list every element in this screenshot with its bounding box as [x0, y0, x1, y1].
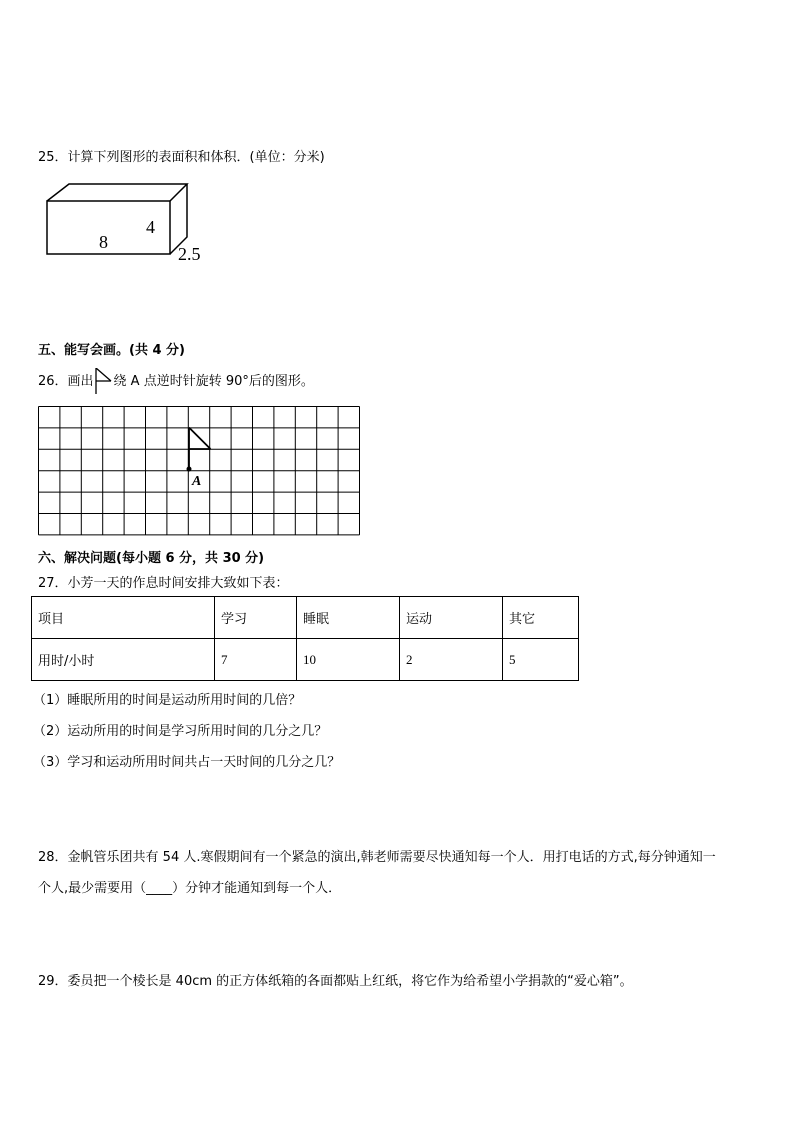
flag-figure — [189, 428, 211, 470]
q25-text: 25．计算下列图形的表面积和体积．(单位：分米) — [38, 150, 325, 165]
cuboid-top-face — [47, 184, 187, 201]
point-a — [187, 467, 192, 472]
flag-shape-icon — [94, 368, 114, 394]
grid-svg — [38, 406, 361, 536]
q27-text: 27．小芳一天的作息时间安排大致如下表： — [38, 576, 289, 591]
table-cell: 7 — [215, 639, 297, 681]
q27-sub3: （3）学习和运动所用时间共占一天时间的几分之几？ — [33, 755, 341, 770]
section5-heading: 五、能写会画。(共 4 分) — [38, 343, 185, 358]
point-a-label: A — [192, 474, 202, 489]
table-cell: 项目 — [32, 597, 215, 639]
table-cell: 5 — [503, 639, 579, 681]
table-cell: 睡眠 — [297, 597, 400, 639]
table-cell: 学习 — [215, 597, 297, 639]
cuboid-height-label: 4 — [146, 217, 155, 237]
q26-text — [38, 370, 314, 389]
q28-line2: 个人,最少需要用（____）分钟才能通知到每一个人． — [38, 881, 342, 896]
cuboid-width-label: 2.5 — [178, 244, 201, 264]
q28-line1: 28．金帆管乐团共有 54 人.寒假期间有一个紧急的演出,韩老师需要尽快通知每一个人．用打电话的方式,每分钟通知一 — [38, 850, 716, 865]
table-cell: 2 — [400, 639, 503, 681]
table-cell: 其它 — [503, 597, 579, 639]
q26-suffix: 绕 A 点逆时针旋转 90°后的图形。 — [113, 374, 314, 389]
q29-text: 29．委员把一个棱长是 40cm 的正方体纸箱的各面都贴上红纸，将它作为给希望小学捐款的“爱心箱”。 — [38, 974, 633, 989]
q27-sub2: （2）运动所用的时间是学习所用时间的几分之几？ — [33, 724, 328, 739]
schedule-table — [31, 596, 579, 681]
cuboid-length-label: 8 — [99, 232, 108, 252]
table-header-row — [32, 597, 579, 639]
table-row — [32, 639, 579, 681]
table-cell: 用时/小时 — [32, 639, 215, 681]
cuboid-figure — [40, 178, 220, 268]
table-cell: 10 — [297, 639, 400, 681]
rotation-grid — [38, 406, 361, 540]
section6-heading: 六、解决问题(每小题 6 分，共 30 分) — [38, 551, 265, 566]
q26-prefix: 26．画出 — [38, 374, 94, 389]
q27-sub1: （1）睡眠所用的时间是运动所用时间的几倍？ — [33, 693, 302, 708]
table-cell: 运动 — [400, 597, 503, 639]
flag-diagonal — [189, 428, 211, 450]
